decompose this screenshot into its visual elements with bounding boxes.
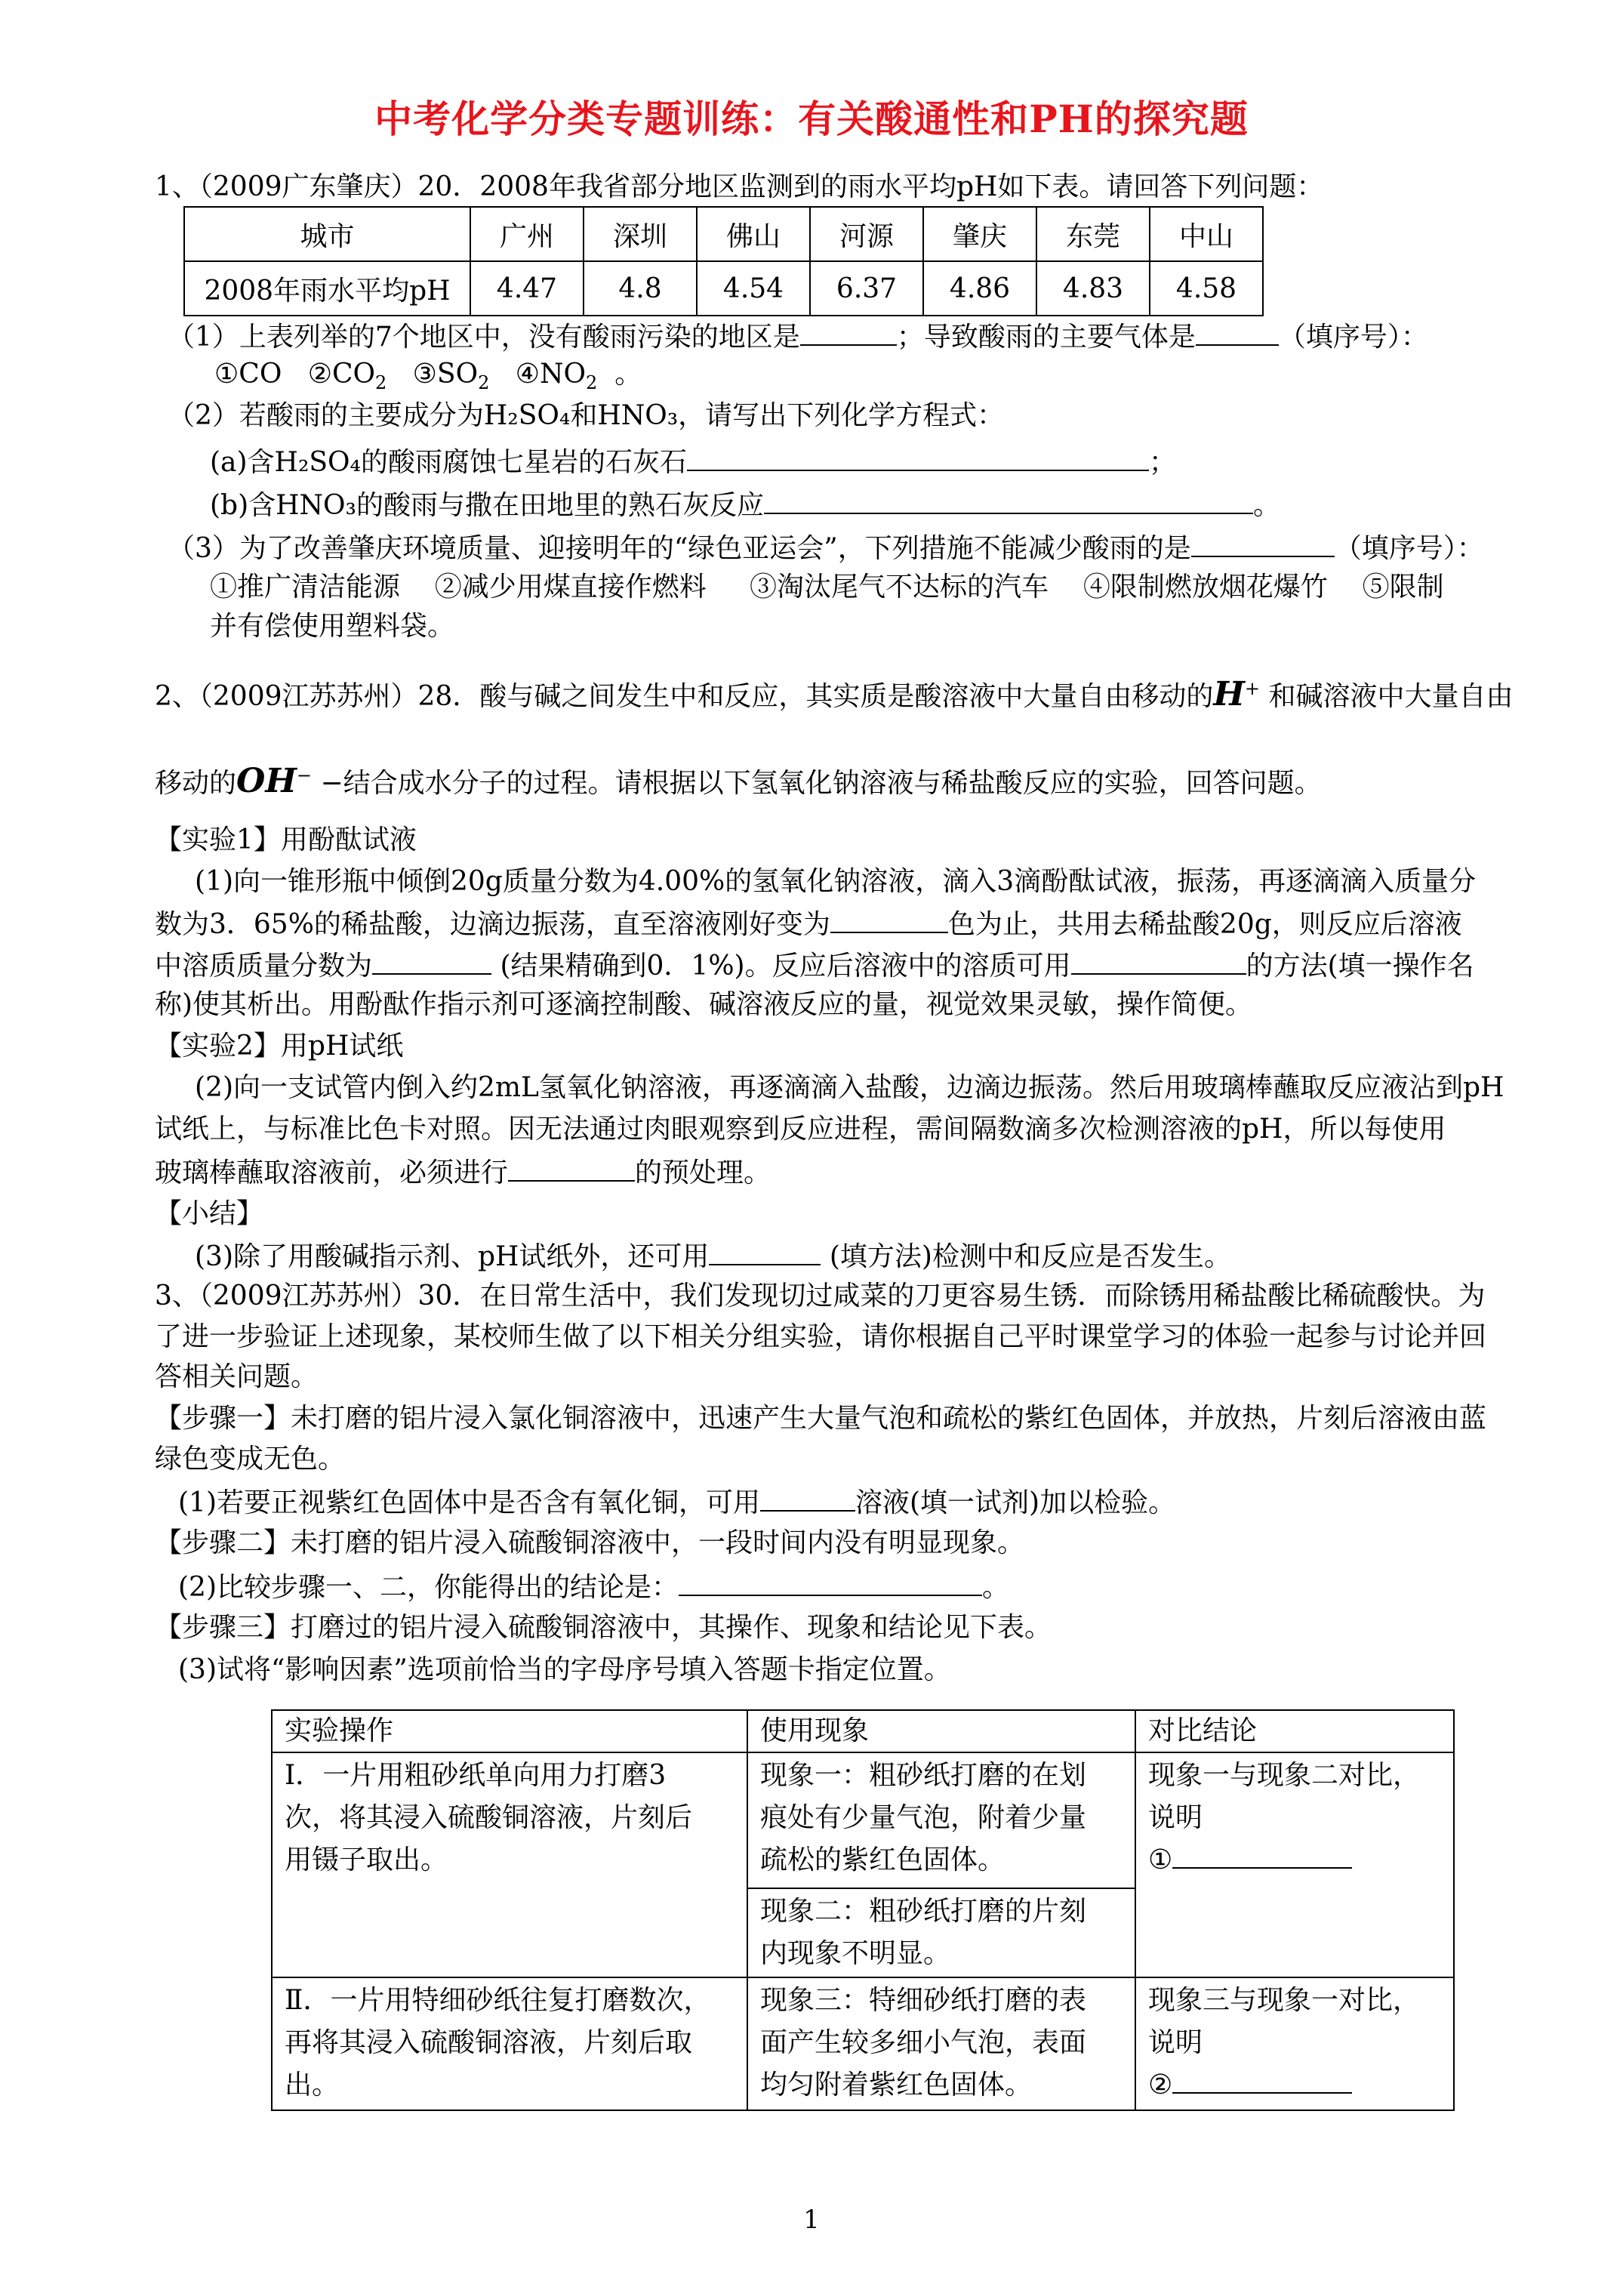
text: ； [1149, 447, 1177, 478]
exp1-line1: (1)向一锥形瓶中倾倒20g质量分数为4.00%的氢氧化钠溶液，滴入3滴酚酞试液，振荡，再逐滴滴入质量分 [195, 866, 1477, 897]
exp2-title: 【实验2】用pH试纸 [155, 1031, 404, 1062]
text: 。 [1252, 490, 1280, 521]
cell-line [1148, 2064, 1441, 2106]
text: 色为止，共用去稀盐酸20g，则反应后溶液 [947, 909, 1462, 940]
exp2-line3 [155, 1153, 771, 1191]
table-cell: 6.37 [810, 261, 923, 316]
step3: 【步骤三】打磨过的铝片浸入硫酸铜溶液中，其操作、现象和结论见下表。 [155, 1612, 1052, 1643]
phenomenon-cell [747, 1752, 1135, 1888]
table-cell: 城市 [184, 207, 470, 261]
q1-part3 [168, 529, 1484, 567]
text: (3)除了用酸碱指示剂、pH试纸外，还可用 [195, 1241, 710, 1272]
q3-line3: 答相关问题。 [155, 1361, 319, 1392]
cell-line: 痕处有少量气泡，附着少量 [760, 1802, 1087, 1833]
q3-sub2 [178, 1567, 1009, 1606]
option: ①推广清洁能源 [210, 572, 401, 603]
text: (结果精确到0．1%)。反应后溶液中的溶质可用 [500, 951, 1071, 982]
step1-line2: 绿色变成无色。 [155, 1444, 346, 1475]
q2-stem-line1 [155, 673, 1514, 718]
text: 数为3．65%的稀盐酸，边滴边振荡，直至溶液刚好变为 [155, 909, 830, 940]
text: (a)含H₂SO₄的酸雨腐蚀七星岩的石灰石 [210, 447, 687, 478]
table-cell: 广州 [470, 207, 584, 261]
q1-part3-options [210, 569, 1444, 606]
answer-blank[interactable] [764, 485, 1253, 514]
cell-line: 现象一与现象二对比， [1148, 1760, 1421, 1791]
text: ② [1148, 2069, 1173, 2100]
answer-blank[interactable] [372, 946, 491, 975]
option: ⑤限制 [1362, 572, 1444, 603]
answer-blank[interactable] [1172, 1840, 1352, 1869]
option: ②CO [307, 359, 376, 390]
cell-line: 现象一：粗砂纸打磨的在划 [760, 1760, 1087, 1791]
exp2-line2: 试纸上，与标准比色卡对照。因无法通过肉眼观察到反应进程，需间隔数滴多次检测溶液的pH，所以每使用 [155, 1114, 1446, 1145]
experiment-table [271, 1709, 1455, 2111]
cell-line: 用镊子取出。 [285, 1845, 448, 1875]
option: ②减少用煤直接作燃料 [434, 572, 707, 603]
table-header: 实验操作 [272, 1710, 747, 1752]
page-number: 1 [803, 2205, 820, 2235]
text: 。 [614, 359, 642, 390]
text: (1)若要正视紫红色固体中是否含有氧化铜，可用 [178, 1487, 760, 1518]
cell-line: 现象二：粗砂纸打磨的片刻 [760, 1896, 1087, 1927]
cell-line: 次，将其浸入硫酸铜溶液，片刻后 [285, 1802, 693, 1833]
text: 溶液(填一试剂)加以检验。 [855, 1487, 1176, 1518]
cell-line: 内现象不明显。 [760, 1938, 951, 1969]
hydroxide-ion: OH [236, 762, 297, 800]
text: （1）上表列举的7个地区中，没有酸雨污染的地区是 [168, 322, 800, 353]
step2: 【步骤二】未打磨的铝片浸入硫酸铜溶液中，一段时间内没有明显现象。 [155, 1527, 1025, 1558]
answer-blank[interactable] [830, 905, 948, 933]
q2-stem-line2: 移动的OH− −结合成水分子的过程。请根据以下氢氧化钠溶液与稀盐酸反应的实验，回答问题。 [155, 762, 1322, 800]
q3-sub1 [178, 1483, 1175, 1521]
cell-line: Ⅰ．一片用粗砂纸单向用力打磨3 [285, 1760, 667, 1791]
text: 的方法(填一操作名 [1246, 951, 1474, 982]
cell-line: 疏松的紫红色固体。 [760, 1845, 1006, 1875]
option: ④NO [515, 359, 587, 390]
ion-charge: − [296, 765, 313, 786]
answer-blank[interactable] [1191, 529, 1335, 557]
table-cell: 中山 [1150, 207, 1263, 261]
table-header: 对比结论 [1135, 1710, 1454, 1752]
cell-line: 均匀附着紫红色固体。 [760, 2069, 1033, 2100]
exp1-title: 【实验1】用酚酞试液 [155, 824, 417, 855]
rain-ph-table [183, 206, 1264, 316]
table-row [272, 1977, 1454, 2110]
text: 的预处理。 [635, 1157, 771, 1188]
answer-blank[interactable] [760, 1483, 855, 1512]
text: 和碱溶液中大量自由 [1268, 681, 1514, 712]
text: ；导致酸雨的主要气体是 [896, 322, 1196, 353]
table-row [184, 207, 1263, 261]
table-row [184, 261, 1263, 316]
table-cell: 肇庆 [923, 207, 1036, 261]
exp2-line1: (2)向一支试管内倒入约2mL氢氧化钠溶液，再逐滴滴入盐酸，边滴边振荡。然后用玻璃棒蘸取反应液沾到pH [195, 1072, 1504, 1103]
table-header: 使用现象 [747, 1710, 1135, 1752]
answer-blank[interactable] [1071, 946, 1246, 975]
q3-line1: 3、（2009江苏苏州）30．在日常生活中，我们发现切过咸菜的刀更容易生锈．而除锈用稀盐酸比稀硫酸快。为 [155, 1281, 1486, 1311]
cell-line: 出。 [285, 2069, 340, 2100]
phenomenon-cell [747, 1888, 1135, 1977]
cell-line: Ⅱ．一片用特细砂纸往复打磨数次， [285, 1985, 711, 2016]
summary-line [195, 1237, 1231, 1275]
table-cell: 佛山 [697, 207, 810, 261]
answer-blank[interactable] [687, 442, 1149, 471]
table-cell: 深圳 [584, 207, 697, 261]
answer-blank[interactable] [1196, 317, 1279, 346]
cell-line: 现象三：特细砂纸打磨的表 [760, 1985, 1087, 2016]
table-cell: 2008年雨水平均pH [184, 261, 470, 316]
summary-title: 【小结】 [155, 1198, 264, 1229]
table-cell: 4.58 [1150, 261, 1263, 316]
table-cell: 4.83 [1036, 261, 1150, 316]
text: ① [1148, 1845, 1173, 1875]
q1-part3-options-cont: 并有偿使用塑料袋。 [210, 611, 455, 642]
text: 玻璃棒蘸取溶液前，必须进行 [155, 1157, 509, 1188]
cell-line: 面产生较多细小气泡，表面 [760, 2027, 1087, 2058]
answer-blank[interactable] [1172, 2065, 1352, 2094]
table-cell: 河源 [810, 207, 923, 261]
q1-part2a [210, 442, 1176, 481]
cell-line: 现象三与现象一对比， [1148, 1985, 1421, 2016]
text: （3）为了改善肇庆环境质量、迎接明年的“绿色亚运会”，下列措施不能减少酸雨的是 [168, 533, 1191, 564]
text: (填方法)检测中和反应是否发生。 [829, 1241, 1231, 1272]
table-row [272, 1752, 1454, 1888]
table-cell: 东莞 [1036, 207, 1150, 261]
text: 移动的 [155, 768, 237, 799]
exp1-line2 [155, 905, 1462, 943]
q3-line2: 了进一步验证上述现象，某校师生做了以下相关分组实验，请你根据自己平时课堂学习的体验一起参与讨论并回 [155, 1321, 1487, 1352]
table-cell: 4.54 [697, 261, 810, 316]
q3-sub3: (3)试将“影响因素”选项前恰当的字母序号填入答题卡指定位置。 [178, 1654, 951, 1685]
page-title: 中考化学分类专题训练：有关酸通性和PH的探究题 [374, 97, 1249, 141]
exp1-line3 [155, 946, 1474, 985]
text: 。 [982, 1572, 1010, 1603]
cell-line: 再将其浸入硫酸铜溶液，片刻后取 [285, 2027, 693, 2058]
option: ③淘汰尾气不达标的汽车 [750, 572, 1049, 603]
q1-part2b [210, 485, 1280, 524]
option: ③SO [412, 359, 479, 390]
q1-stem: 1、（2009广东肇庆）20．2008年我省部分地区监测到的雨水平均pH如下表。请回答下列问题： [155, 171, 1324, 202]
operation-cell [272, 1977, 747, 2110]
ion-charge: + [1244, 678, 1261, 699]
exp1-line4: 称)使其析出。用酚酞作指示剂可逐滴控制酸、碱溶液反应的量，视觉效果灵敏，操作简便。 [155, 989, 1253, 1020]
cell-line [1148, 1839, 1441, 1881]
text: （填序号）： [1334, 533, 1484, 564]
cell-line: 说明 [1148, 2027, 1203, 2058]
operation-cell [272, 1752, 747, 1977]
conclusion-cell [1135, 1752, 1454, 1977]
text: (2)比较步骤一、二，你能得出的结论是： [178, 1572, 679, 1603]
text: 结合成水分子的过程。请根据以下氢氧化钠溶液与稀盐酸反应的实验，回答问题。 [343, 768, 1322, 799]
q1-options: ①CO $②CO_2$ $③SO_2$ $④NO_2$ 。 [214, 359, 642, 393]
answer-blank[interactable] [709, 1237, 821, 1265]
text: (b)含HNO₃的酸雨与撒在田地里的熟石灰反应 [210, 490, 764, 521]
conclusion-cell [1135, 1977, 1454, 2110]
q1-part1 [168, 317, 1428, 356]
table-cell: 4.86 [923, 261, 1036, 316]
q1-part2: （2）若酸雨的主要成分为H₂SO₄和HNO₃，请写出下列化学方程式： [168, 400, 1005, 431]
text: 中溶质质量分数为 [155, 951, 373, 982]
option: ①CO [214, 359, 282, 390]
text: （填序号）： [1278, 322, 1428, 353]
answer-blank[interactable] [679, 1567, 982, 1596]
table-row [272, 1710, 1454, 1752]
text: 2、（2009江苏苏州）28．酸与碱之间发生中和反应，其实质是酸溶液中大量自由移动的 [155, 681, 1214, 712]
answer-blank[interactable] [508, 1153, 635, 1182]
hydrogen-ion: H [1213, 675, 1245, 713]
step1-line1: 【步骤一】未打磨的铝片浸入氯化铜溶液中，迅速产生大量气泡和疏松的紫红色固体，并放热，片刻后溶液由蓝 [155, 1403, 1487, 1434]
answer-blank[interactable] [800, 317, 897, 346]
table-cell: 4.47 [470, 261, 584, 316]
cell-line: 说明 [1148, 1802, 1203, 1833]
phenomenon-cell [747, 1977, 1135, 2110]
option: ④限制燃放烟花爆竹 [1083, 572, 1328, 603]
table-cell: 4.8 [584, 261, 697, 316]
